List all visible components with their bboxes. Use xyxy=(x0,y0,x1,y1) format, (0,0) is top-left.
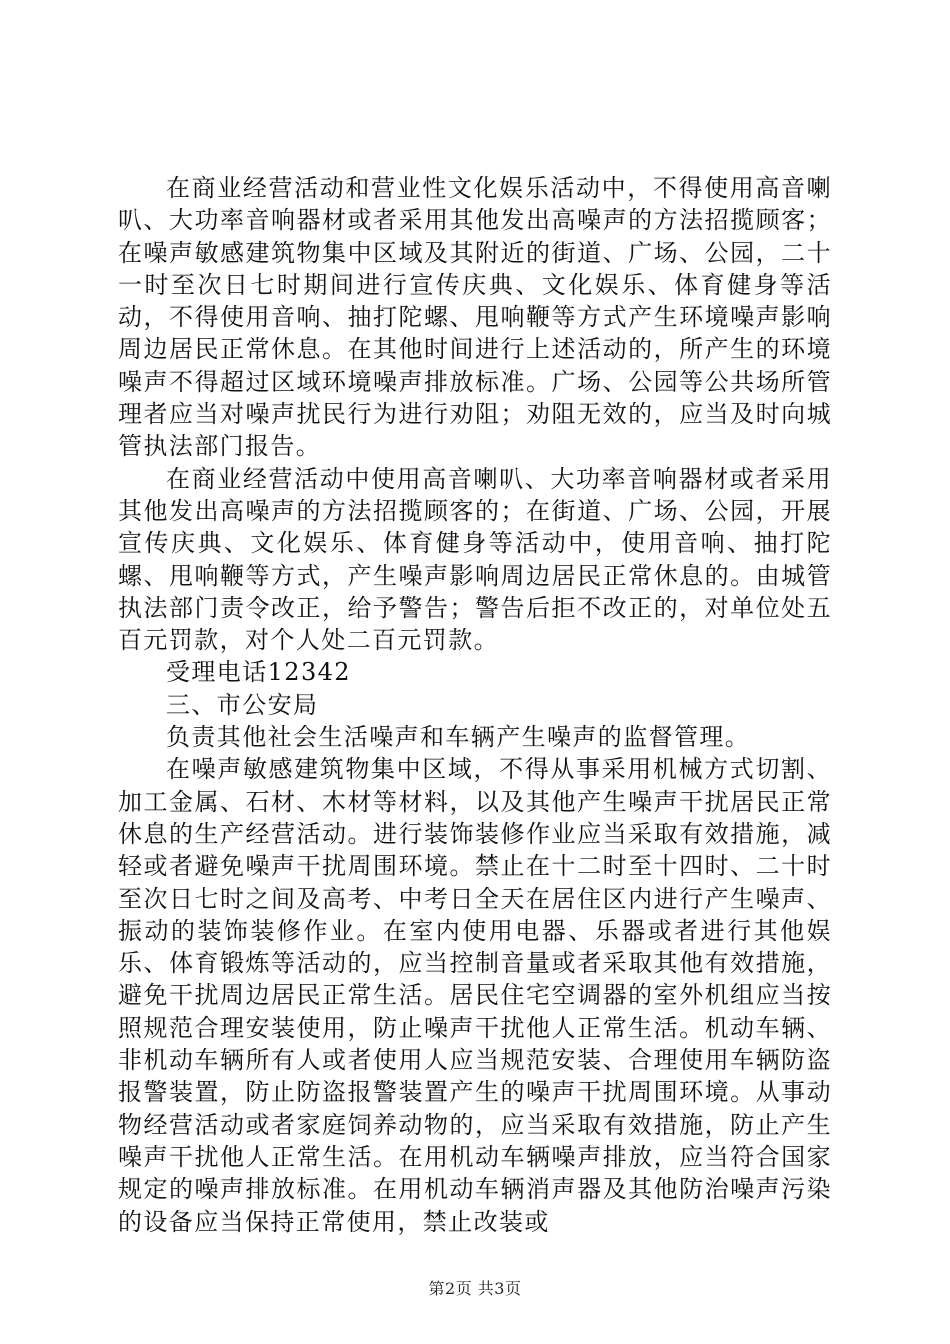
document-body xyxy=(118,172,832,1238)
paragraph-public-security-duty: 负责其他社会生活噪声和车辆产生噪声的监督管理。 xyxy=(166,723,751,752)
page-number-footer: 第2页 共3页 xyxy=(428,1279,522,1298)
paragraph-city-management-penalty: 在商业经营活动中使用高音喇叭、大功率音响器材或者采用其他发出高噪声的方法招揽顾客的；在街道、广场、公园，开展宣传庆典、文化娱乐、体育健身等活动中，使用音响、抽打陀螺、甩响鞭等方式，产生噪声影响周边居民正常休息的。由城管执法部门责令改正，给予警告；警告后拒不改正的，对单位处五百元罚款，对个人处二百元罚款。 xyxy=(118,464,832,655)
section-heading-public-security: 三、市公安局 xyxy=(166,690,319,719)
hotline-number: 受理电话12342 xyxy=(166,658,351,687)
paragraph-city-management-rules: 在商业经营活动和营业性文化娱乐活动中，不得使用高音喇叭、大功率音响器材或者采用其他发出高噪声的方法招揽顾客；在噪声敏感建筑物集中区域及其附近的街道、广场、公园，二十一时至次日七时期间进行宣传庆典、文化娱乐、体育健身等活动，不得使用音响、抽打陀螺、甩响鞭等方式产生环境噪声影响周边居民正常休息。在其他时间进行上述活动的，所产生的环境噪声不得超过区域环境噪声排放标准。广场、公园等公共场所管理者应当对噪声扰民行为进行劝阻；劝阻无效的，应当及时向城管执法部门报告。 xyxy=(118,174,832,461)
paragraph-public-security-rules: 在噪声敏感建筑物集中区域，不得从事采用机械方式切割、加工金属、石材、木材等材料，以及其他产生噪声干扰居民正常休息的生产经营活动。进行装饰装修作业应当采取有效措施，减轻或者避免噪声干扰周围环境。禁止在十二时至十四时、二十时至次日七时之间及高考、中考日全天在居住区内进行产生噪声、振动的装饰装修作业。在室内使用电器、乐器或者进行其他娱乐、体育锻炼等活动的，应当控制音量或者采取其他有效措施，避免干扰周边居民正常生活。居民住宅空调器的室外机组应当按照规范合理安装使用，防止噪声干扰他人正常生活。机动车辆、非机动车辆所有人或者使用人应当规范安装、合理使用车辆防盗报警装置，防止防盗报警装置产生的噪声干扰周围环境。从事动物经营活动或者家庭饲养动物的，应当采取有效措施，防止产生噪声干扰他人正常生活。在用机动车辆噪声排放，应当符合国家规定的噪声排放标准。在用机动车辆消声器及其他防治噪声污染的设备应当保持正常使用，禁止改装或 xyxy=(118,755,832,1236)
